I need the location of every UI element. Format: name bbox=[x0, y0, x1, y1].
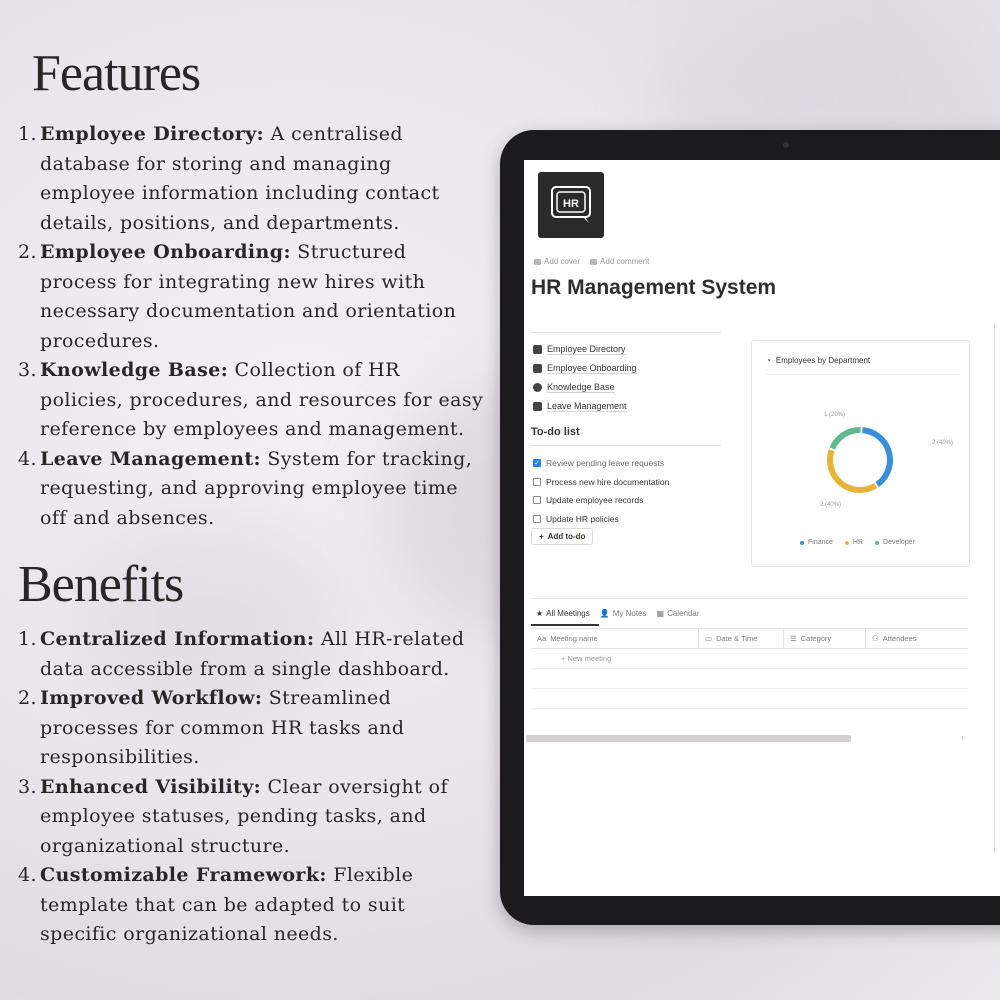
plus-icon: + bbox=[539, 532, 544, 541]
item-number: 2. bbox=[18, 241, 37, 263]
item-title: Employee Directory: bbox=[40, 123, 265, 145]
checkbox[interactable] bbox=[533, 496, 541, 504]
features-list bbox=[18, 120, 488, 533]
view-tabs bbox=[536, 609, 700, 618]
checkbox-checked[interactable]: ✓ bbox=[534, 460, 540, 468]
item-title: Leave Management: bbox=[40, 447, 261, 470]
todo-label: Update HR policies bbox=[546, 513, 619, 524]
column-divider bbox=[994, 323, 995, 853]
item-description: Collection of HR policies, procedures, and resources for easy reference by employees and management. bbox=[40, 359, 484, 440]
add-todo-button[interactable] bbox=[531, 528, 593, 545]
add-cover-button[interactable] bbox=[534, 257, 580, 266]
tab-label: My Notes bbox=[612, 609, 647, 618]
tab-my-notes[interactable] bbox=[600, 609, 647, 618]
link-label: Leave Management bbox=[547, 401, 627, 411]
camera-dot bbox=[783, 142, 789, 148]
column-label: Category bbox=[800, 634, 832, 643]
page-links bbox=[533, 340, 637, 416]
list-item bbox=[18, 445, 488, 534]
pie-chart-icon: ◔ bbox=[766, 356, 771, 365]
person-icon: 👤 bbox=[599, 609, 610, 618]
features-heading: Features bbox=[32, 45, 201, 102]
page-title: HR Management System bbox=[531, 276, 777, 299]
column-label: Date & Time bbox=[716, 634, 758, 643]
legend-label: Finance bbox=[808, 539, 833, 546]
data-label: 2 (40%) bbox=[932, 440, 954, 446]
text-icon: Aa bbox=[537, 634, 547, 643]
meetings-table bbox=[531, 628, 968, 709]
item-description: Streamlined processes for common HR tasks and responsibilities. bbox=[40, 687, 405, 768]
tablet-device bbox=[500, 130, 1000, 925]
item-text bbox=[40, 356, 488, 445]
legend-item-hr bbox=[845, 539, 863, 546]
link-leave-management[interactable] bbox=[533, 397, 637, 416]
chart-card bbox=[751, 340, 970, 567]
item-title: Centralized Information: bbox=[40, 628, 315, 650]
legend-dot bbox=[845, 541, 849, 545]
logo-text: HR bbox=[563, 198, 579, 210]
column-category[interactable] bbox=[784, 629, 866, 648]
donut-chart bbox=[752, 341, 969, 566]
todo-item[interactable] bbox=[533, 491, 669, 510]
column-meeting-name[interactable] bbox=[531, 629, 699, 648]
divider bbox=[531, 598, 968, 599]
people-icon: ⚇ bbox=[872, 634, 879, 643]
item-number: 1. bbox=[18, 628, 37, 650]
chevron-right-icon[interactable]: › bbox=[961, 733, 964, 742]
horizontal-scrollbar[interactable] bbox=[526, 735, 851, 742]
tab-all-meetings[interactable] bbox=[536, 609, 590, 618]
add-comment-label: Add comment bbox=[600, 257, 650, 266]
benefits-heading: Benefits bbox=[18, 556, 184, 613]
column-attendees[interactable] bbox=[866, 629, 968, 648]
hr-logo-icon bbox=[538, 172, 604, 238]
item-text bbox=[40, 625, 488, 684]
item-text bbox=[40, 238, 488, 356]
checkbox[interactable] bbox=[533, 515, 541, 523]
calendar-icon: ▦ bbox=[656, 609, 665, 618]
legend-dot bbox=[800, 541, 804, 545]
add-todo-label: Add to-do bbox=[547, 532, 586, 541]
data-label: 1 (20%) bbox=[824, 412, 846, 418]
star-icon: ★ bbox=[536, 609, 544, 618]
benefits-list bbox=[18, 625, 488, 950]
item-number: 3. bbox=[18, 359, 37, 381]
plus-icon: + bbox=[561, 654, 568, 663]
active-tab-indicator bbox=[531, 624, 599, 626]
add-cover-label: Add cover bbox=[544, 257, 581, 266]
link-label: Employee Directory bbox=[547, 344, 626, 354]
column-label: Attendees bbox=[882, 634, 917, 643]
column-date-time[interactable] bbox=[699, 629, 784, 648]
item-description: Clear oversight of employee statuses, pending tasks, and organizational structure. bbox=[40, 775, 448, 857]
link-label: Employee Onboarding bbox=[547, 363, 637, 373]
calendar-icon bbox=[533, 402, 542, 411]
todo-label: Review pending leave requests bbox=[546, 458, 665, 469]
donut-slice-finance bbox=[862, 430, 890, 485]
item-text bbox=[40, 684, 488, 773]
table-header bbox=[531, 628, 968, 649]
todo-label: Process new hire documentation bbox=[546, 476, 670, 487]
todo-label: Update employee records bbox=[546, 495, 644, 506]
divider bbox=[531, 445, 721, 446]
legend-label: HR bbox=[852, 539, 864, 546]
item-title: Customizable Framework: bbox=[40, 864, 327, 886]
item-description: Flexible template that can be adapted to suit specific organizational needs. bbox=[40, 864, 414, 945]
list-item bbox=[18, 120, 488, 238]
list-item bbox=[18, 861, 488, 950]
item-number: 4. bbox=[18, 447, 37, 470]
todo-item[interactable] bbox=[533, 454, 669, 473]
legend-item-developer bbox=[875, 539, 915, 546]
item-number: 4. bbox=[18, 864, 37, 886]
item-number: 1. bbox=[18, 123, 37, 145]
checkbox[interactable] bbox=[533, 478, 541, 486]
item-number: 2. bbox=[18, 687, 37, 709]
new-meeting-label: New meeting bbox=[567, 654, 612, 663]
legend-dot bbox=[875, 541, 879, 545]
todo-heading: To-do list bbox=[531, 426, 580, 438]
table-row bbox=[531, 669, 968, 689]
item-description: All HR-related data accessible from a single dashboard. bbox=[40, 628, 465, 680]
page-actions bbox=[534, 257, 649, 266]
todo-list bbox=[533, 454, 669, 528]
item-description: A centralised database for storing and managing employee information including contact details, positions, and departments. bbox=[40, 123, 440, 234]
item-number: 3. bbox=[18, 775, 37, 798]
divider bbox=[531, 332, 721, 333]
new-meeting-row[interactable] bbox=[531, 649, 968, 669]
item-text bbox=[40, 773, 488, 862]
directory-icon bbox=[533, 345, 542, 354]
link-label: Knowledge Base bbox=[547, 382, 615, 392]
todo-item[interactable] bbox=[533, 510, 669, 529]
onboarding-icon bbox=[533, 364, 542, 373]
link-employee-directory[interactable] bbox=[533, 340, 637, 359]
image-icon bbox=[534, 259, 541, 265]
app-screen bbox=[524, 160, 1000, 896]
item-description: Structured process for integrating new hires with necessary documentation and orientation procedures. bbox=[40, 241, 457, 352]
list-item bbox=[18, 684, 488, 773]
item-text bbox=[40, 861, 488, 950]
item-description: System for tracking, requesting, and approving employee time off and absences. bbox=[40, 447, 473, 529]
list-item bbox=[18, 773, 488, 862]
item-title: Employee Onboarding: bbox=[40, 241, 291, 263]
chart-legend bbox=[800, 539, 915, 546]
column-label: Meeting name bbox=[550, 634, 598, 643]
link-employee-onboarding[interactable] bbox=[533, 359, 637, 378]
list-item bbox=[18, 238, 488, 356]
item-text bbox=[40, 445, 488, 534]
knowledge-icon bbox=[533, 383, 542, 392]
item-title: Knowledge Base: bbox=[40, 359, 229, 381]
donut-slice-hr bbox=[830, 450, 876, 490]
tab-label: Calendar bbox=[667, 609, 700, 618]
chart-title: Employees by Department bbox=[775, 356, 871, 365]
list-item bbox=[18, 356, 488, 445]
comment-icon bbox=[590, 259, 597, 265]
donut-slice-developer bbox=[832, 430, 860, 448]
item-text bbox=[40, 120, 488, 238]
item-title: Improved Workflow: bbox=[40, 687, 263, 709]
tab-label: All Meetings bbox=[546, 609, 590, 618]
data-label: 2 (40%) bbox=[820, 502, 842, 508]
legend-label: Developer bbox=[883, 539, 915, 546]
list-icon: ☰ bbox=[790, 634, 797, 643]
link-knowledge-base[interactable] bbox=[533, 378, 637, 397]
table-row bbox=[531, 689, 968, 709]
add-comment-button[interactable] bbox=[590, 257, 649, 266]
list-item bbox=[18, 625, 488, 684]
item-title: Enhanced Visibility: bbox=[40, 775, 262, 798]
text-panel bbox=[18, 45, 488, 950]
legend-item-finance bbox=[800, 539, 833, 546]
date-icon: ▭ bbox=[705, 634, 713, 643]
tab-calendar[interactable] bbox=[657, 609, 700, 618]
todo-item[interactable] bbox=[533, 473, 669, 492]
